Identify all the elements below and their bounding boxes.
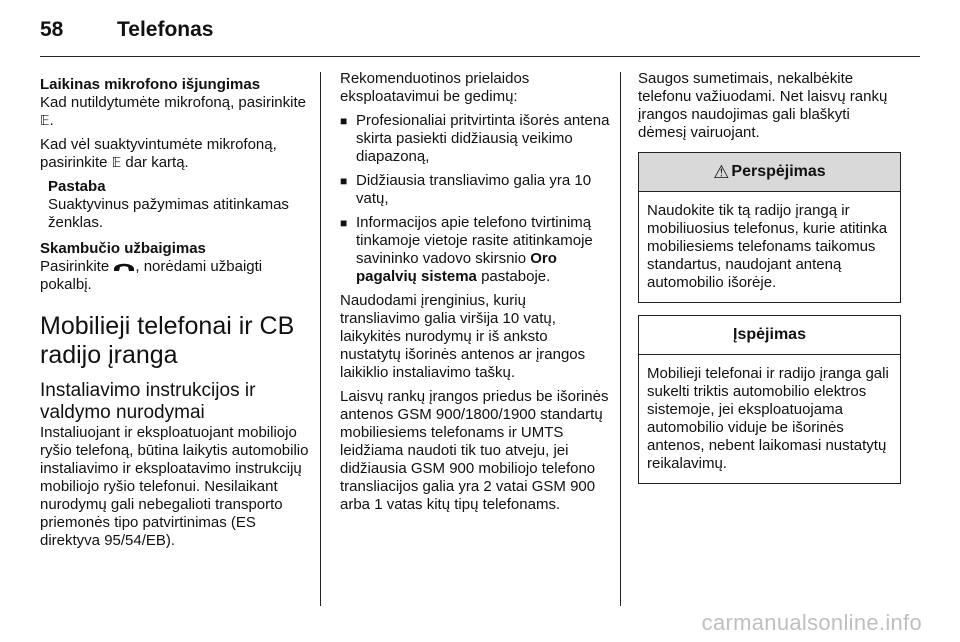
column-divider: [620, 72, 621, 606]
safety-paragraph: Saugos sumetimais, nekalbėkite telefonu važiuodami. Net laisvų rankų įrangos naudojimas gali blaškyti dėmesį vairuojant.: [638, 70, 888, 141]
caution-box-text: Mobilieji telefonai ir radijo įranga gali sukelti triktis automobilio elektros sistemoje, jei eksploatuojama automobilio viduje be išorinės antenos, nebent laikomasi nustatytų reikalavimų.: [647, 365, 889, 472]
subsection-title: Instaliavimo instrukcijos ir valdymo nurodymai: [40, 380, 256, 423]
list-item: ■ Didžiausia transliavimo galia yra 10 vatų,: [340, 172, 610, 208]
warning-box: [638, 152, 901, 303]
mic-text: .: [49, 112, 54, 129]
power-paragraph: Naudodami įrenginius, kurių transliavimo galia viršija 10 vatų, laikykitės nurodymų ir iš anksto nustatytų išorinės antenos ar įrangos laikiklio instaliavimo taškų.: [340, 292, 586, 381]
mic-heading: Laikinas mikrofono išjungimas: [40, 76, 261, 93]
warning-box-header: [639, 153, 900, 192]
mic-paragraph-1: [40, 94, 310, 130]
mic-paragraph-2: [40, 136, 310, 172]
watermark: carmanualsonline.info: [701, 610, 922, 635]
prerequisites-list: [340, 112, 610, 286]
end-call-text: Pasirinkite: [40, 258, 110, 275]
column-left: [40, 70, 310, 556]
page-header: [40, 16, 920, 52]
note-text: Suaktyvinus pažymimas atitinkamas ženklas.: [48, 196, 289, 231]
mic-text: dar kartą.: [125, 154, 189, 171]
end-call-text: , norėdami užbaigti pokalbį.: [40, 258, 263, 293]
list-item-text: Informacijos apie telefono tvirtinimą tinkamoje vietoje rasite atitinkamoje savininko vadovo skirsnio: [356, 214, 593, 267]
header-divider: [40, 56, 920, 57]
column-divider: [320, 72, 321, 606]
phone-hangup-icon: [113, 260, 135, 272]
list-item: [340, 214, 610, 286]
prerequisites-intro: Rekomenduotinos prielaidos eksploatavimui be gedimų:: [340, 70, 530, 105]
install-paragraph: Instaliuojant ir eksploatuojant mobiliojo ryšio telefoną, būtina laikytis automobilio instaliavimo ir eksploatavimo instrukcijų mobiliojo ryšio telefonui. Nesilaikant nurodymų gali nebegalioti transporto priemonės tipo patvirtinimas (ES direktyva 95/54/EB).: [40, 424, 309, 549]
warning-box-title: Perspėjimas: [731, 163, 826, 180]
list-item: ■ Profesionaliai pritvirtinta išorės antena skirta pasiekti didžiausią veikimo diapazoną,: [340, 112, 610, 166]
mic-off-icon: 𝔼: [111, 155, 122, 170]
caution-box-header: [639, 316, 900, 355]
warning-triangle-icon: ⚠: [713, 162, 730, 182]
note-block: [48, 178, 310, 232]
mic-off-icon: 𝔼: [40, 113, 50, 128]
section-title: Mobilieji telefonai ir CB radijo įranga: [40, 312, 295, 369]
list-item-text: pastaboje.: [481, 268, 551, 285]
cross-reference: Oro pagalvių sistema: [356, 250, 557, 285]
handsfree-paragraph: Laisvų rankų įrangos priedus be išorinės antenos GSM 900/1800/1900 standartų mobiliesiems telefonams ir UMTS leidžiama naudoti tik tuo atveju, jei didžiausia GSM 900 mobiliojo telefono transliacijos galia yra 2 vatai GSM 900 arba 1 vatas kitų tipų telefonams.: [340, 388, 609, 513]
column-middle: [340, 70, 610, 520]
end-call-heading: Skambučio užbaigimas: [40, 240, 206, 257]
end-call-paragraph: [40, 258, 310, 294]
caution-box: [638, 315, 901, 484]
page-number: 58: [40, 18, 64, 41]
page-title: Telefonas: [117, 18, 214, 41]
caution-box-title: Įspėjimas: [733, 326, 806, 343]
warning-box-text: Naudokite tik tą radijo įrangą ir mobiliuosius telefonus, kurie atitinka mobiliesiems telefonams taikomus standartus, naudojant anteną automobilio išorėje.: [647, 202, 888, 291]
mic-text: Kad vėl suaktyvintumėte mikrofoną, pasirinkite: [40, 136, 277, 171]
note-title: Pastaba: [48, 178, 106, 195]
mic-text: Kad nutildytumėte mikrofoną, pasirinkite: [40, 94, 306, 111]
column-right: [638, 70, 901, 484]
